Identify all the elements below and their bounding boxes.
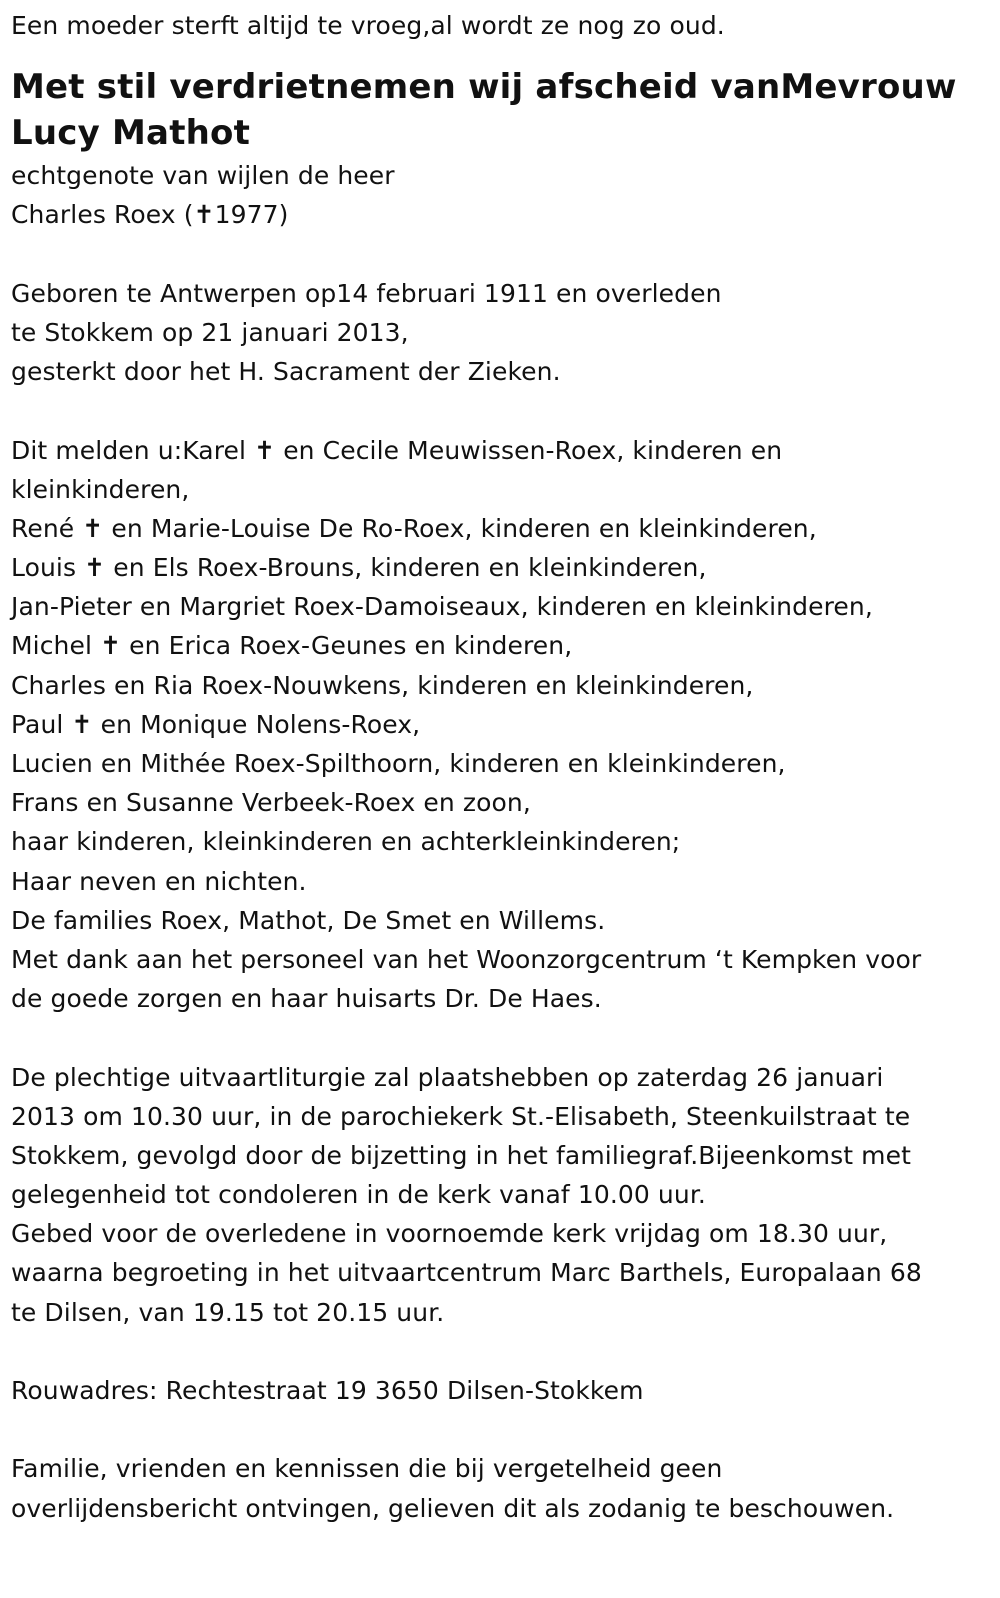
ceremony-line: gelegenheid tot condoleren in de kerk vanaf 10.00 uur.	[11, 1180, 706, 1210]
mourning-address: Rouwadres: Rechtestraat 19 3650 Dilsen-Stokkem	[11, 1376, 644, 1405]
family-line: Louis ✝ en Els Roex-Brouns, kinderen en kleinkinderen,	[11, 553, 707, 583]
spacer	[11, 1332, 991, 1371]
family-line: kleinkinderen,	[11, 474, 190, 504]
birth-death-block	[11, 274, 991, 392]
ceremony-line: waarna begroeting in het uitvaartcentrum Marc Barthels, Europalaan 68	[11, 1258, 922, 1288]
spouse-line: echtgenote van wijlen de heer	[11, 161, 395, 191]
family-block	[11, 431, 991, 1019]
title-line-1: Met stil verdrietnemen wij afscheid vanMevrouw	[11, 67, 957, 108]
birth-death-line: te Stokkem op 21 januari 2013,	[11, 317, 409, 347]
spacer	[11, 1018, 991, 1057]
spacer	[11, 45, 991, 64]
family-line: Dit melden u:Karel ✝ en Cecile Meuwissen-Roex, kinderen en	[11, 435, 783, 465]
closing-line: Familie, vrienden en kennissen die bij vergetelheid geen	[11, 1454, 723, 1484]
title-line-2: Lucy Mathot	[11, 113, 251, 154]
family-line: Jan-Pieter en Margriet Roex-Damoiseaux, kinderen en kleinkinderen,	[11, 592, 873, 622]
motto: Een moeder sterft altijd te vroeg,al wordt ze nog zo oud.	[11, 11, 725, 40]
ceremony-line: 2013 om 10.30 uur, in de parochiekerk St.-Elisabeth, Steenkuilstraat te	[11, 1101, 911, 1131]
spouse-line: Charles Roex (✝1977)	[11, 200, 289, 230]
family-line: René ✝ en Marie-Louise De Ro-Roex, kinderen en kleinkinderen,	[11, 513, 817, 543]
obituary-notice	[11, 6, 991, 1528]
family-line: De families Roex, Mathot, De Smet en Willems.	[11, 905, 606, 935]
spacer	[11, 391, 991, 430]
family-line: Met dank aan het personeel van het Woonzorgcentrum ‘t Kempken voor	[11, 944, 922, 974]
spouse-block	[11, 156, 991, 234]
birth-death-line: gesterkt door het H. Sacrament der Zieken.	[11, 357, 561, 387]
closing-line: overlijdensbericht ontvingen, gelieven dit als zodanig te beschouwen.	[11, 1493, 895, 1523]
ceremony-line: Stokkem, gevolgd door de bijzetting in het familiegraf.Bijeenkomst met	[11, 1140, 911, 1170]
spacer	[11, 1410, 991, 1449]
ceremony-line: Gebed voor de overledene in voornoemde kerk vrijdag om 18.30 uur,	[11, 1219, 888, 1249]
ceremony-block	[11, 1058, 991, 1332]
spacer	[11, 235, 991, 274]
closing-block	[11, 1449, 991, 1527]
family-line: de goede zorgen en haar huisarts Dr. De Haes.	[11, 984, 602, 1014]
ceremony-line: te Dilsen, van 19.15 tot 20.15 uur.	[11, 1297, 445, 1327]
family-line: Paul ✝ en Monique Nolens-Roex,	[11, 709, 421, 739]
family-line: haar kinderen, kleinkinderen en achterkleinkinderen;	[11, 827, 681, 857]
family-line: Lucien en Mithée Roex-Spilthoorn, kinderen en kleinkinderen,	[11, 749, 786, 778]
family-line: Michel ✝ en Erica Roex-Geunes en kinderen,	[11, 631, 573, 661]
birth-death-line: Geboren te Antwerpen op14 februari 1911 en overleden	[11, 278, 722, 308]
family-line: Charles en Ria Roex-Nouwkens, kinderen en kleinkinderen,	[11, 670, 754, 700]
family-line: Haar neven en nichten.	[11, 866, 307, 896]
family-line: Frans en Susanne Verbeek-Roex en zoon,	[11, 788, 531, 818]
ceremony-line: De plechtige uitvaartliturgie zal plaatshebben op zaterdag 26 januari	[11, 1062, 884, 1092]
